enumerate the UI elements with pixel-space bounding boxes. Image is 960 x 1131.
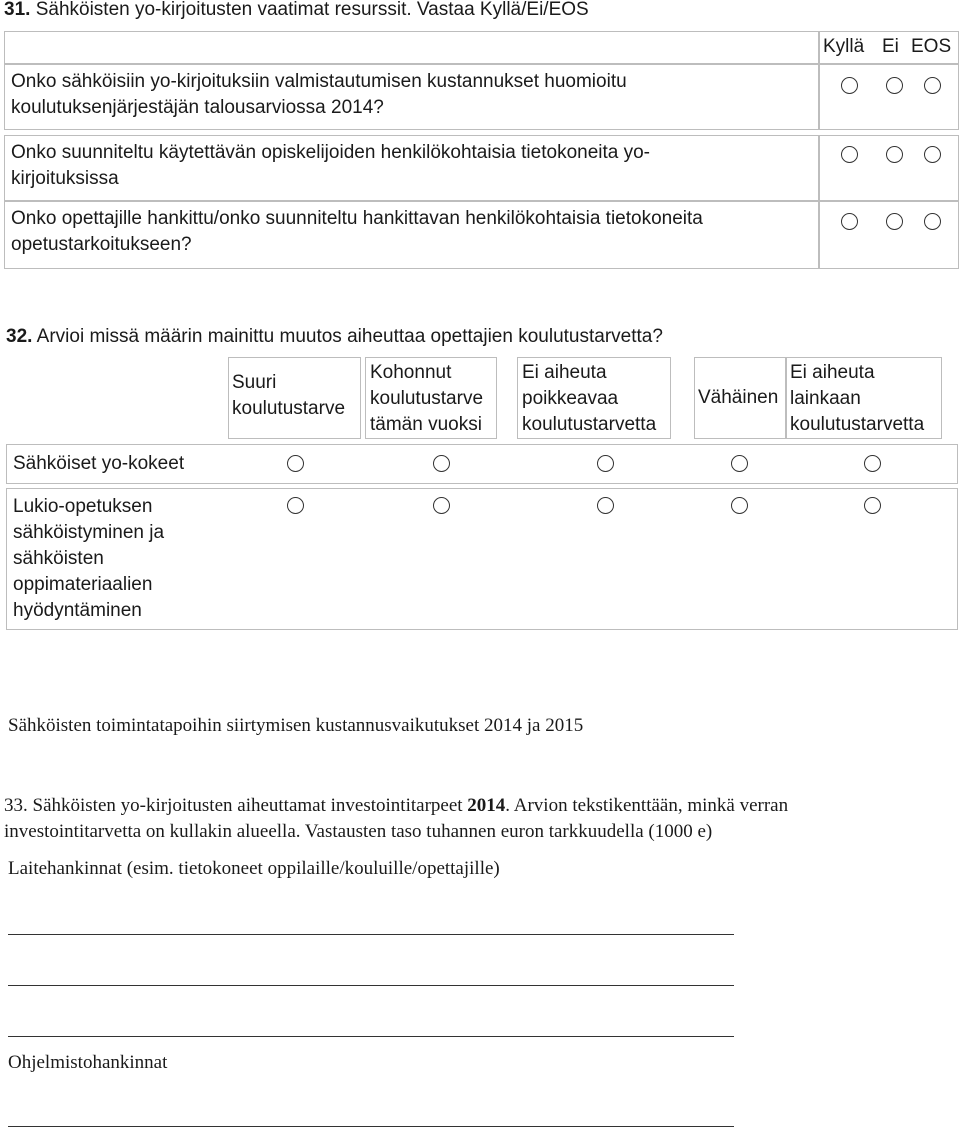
q31-row-3-text [5, 202, 818, 262]
q32-col-2-label [370, 360, 483, 438]
q32-col-1-l1: Suuri [232, 372, 277, 393]
q31-number: 31. [4, 0, 31, 20]
q31-row-3 [4, 201, 819, 269]
q33-title-part1: Sähköisten yo-kirjoitusten aiheuttamat investointitarpeet [32, 795, 463, 816]
q32-row-1 [6, 444, 958, 484]
q32-col-5-label [790, 360, 924, 438]
q32-col-5-l3: koulutustarvetta [790, 414, 925, 435]
q32-col-2-l1: Kohonnut [370, 362, 452, 383]
q32-row-2 [6, 488, 958, 630]
q31-row-3-kylla-radio[interactable] [841, 213, 858, 230]
q31-row-3-options [819, 201, 959, 269]
q33-field-1-input-line-1[interactable] [8, 934, 734, 935]
q31-row-1-text [5, 65, 818, 125]
q32-col-3-label [522, 360, 656, 438]
q32-col-4-label: Vähäinen [698, 387, 779, 408]
q31-title: Sähköisten yo-kirjoitusten vaatimat resurssit. Vastaa Kyllä/Ei/EOS [35, 0, 589, 20]
q31-row-2-ei-radio[interactable] [886, 146, 903, 163]
q32-row-2-line-2: sähköistyminen ja [13, 522, 165, 543]
q32-row-2-option-5[interactable] [864, 497, 881, 514]
q32-row-1-label: Sähköiset yo-kokeet [13, 453, 185, 474]
q31-row-3-ei-radio[interactable] [886, 213, 903, 230]
section-heading: Sähköisten toimintatapoihin siirtymisen kustannusvaikutukset 2014 ja 2015 [8, 715, 584, 736]
q31-row-1-line-1: Onko sähköisiin yo-kirjoituksiin valmistautumisen kustannukset huomioitu [11, 71, 627, 92]
q32-number: 32. [6, 326, 33, 347]
q32-col-5-l1: Ei aiheuta [790, 362, 875, 383]
q31-row-1-kylla-radio[interactable] [841, 77, 858, 94]
q31-row-1-line-2: koulutuksenjärjestäjän talousarviossa 2014? [11, 97, 384, 118]
q31-heading [4, 0, 589, 23]
q32-title: Arvioi missä määrin mainittu muutos aiheuttaa opettajien koulutustarvetta? [36, 326, 663, 347]
q32-row-1-option-3[interactable] [597, 455, 614, 472]
q31-row-2-eos-radio[interactable] [924, 146, 941, 163]
q31-row-2-line-2: kirjoituksissa [11, 168, 119, 189]
q31-row-3-eos-radio[interactable] [924, 213, 941, 230]
q32-heading [6, 324, 663, 350]
q32-row-2-line-5: hyödyntäminen [13, 600, 142, 621]
q31-row-1-options [819, 64, 959, 130]
q31-col-eos: EOS [911, 36, 952, 57]
q32-row-2-option-1[interactable] [287, 497, 304, 514]
q32-row-2-option-2[interactable] [433, 497, 450, 514]
q31-row-1-ei-radio[interactable] [886, 77, 903, 94]
q32-col-2-header [365, 357, 497, 439]
q33-field-1-input-line-3[interactable] [8, 1036, 734, 1037]
q31-row-3-line-1: Onko opettajille hankittu/onko suunniteltu hankittavan henkilökohtaisia tietokoneita [11, 208, 703, 229]
q32-col-5-header [786, 357, 942, 439]
q31-col-ei: Ei [882, 36, 899, 57]
q31-header-cell [819, 31, 959, 64]
q32-row-1-option-5[interactable] [864, 455, 881, 472]
q32-col-1-header [228, 357, 361, 439]
q32-row-1-option-1[interactable] [287, 455, 304, 472]
q32-row-2-line-4: oppimateriaalien [13, 574, 153, 595]
q31-row-2-text [5, 136, 818, 196]
q32-col-3-header [517, 357, 671, 439]
q33-title-part2: . Arvion tekstikenttään, minkä verran [505, 795, 789, 816]
q32-col-3-l2: poikkeavaa [522, 388, 619, 409]
q31-row-1-eos-radio[interactable] [924, 77, 941, 94]
q33-number: 33. [4, 795, 28, 816]
q32-row-1-option-4[interactable] [731, 455, 748, 472]
q33-field-2-label: Ohjelmistohankinnat [8, 1052, 168, 1073]
q32-row-2-option-3[interactable] [597, 497, 614, 514]
q31-col-kylla: Kyllä [823, 36, 865, 57]
q31-row-2-line-1: Onko suunniteltu käytettävän opiskelijoiden henkilökohtaisia tietokoneita yo- [11, 142, 651, 163]
q31-row-2-kylla-radio[interactable] [841, 146, 858, 163]
q32-col-2-l2: koulutustarve [370, 388, 484, 409]
q33-field-1-input-line-2[interactable] [8, 985, 734, 986]
q31-row-3-line-2: opetustarkoitukseen? [11, 234, 192, 255]
q31-row-2-options [819, 135, 959, 201]
q33-title-year: 2014 [467, 795, 506, 816]
q32-col-3-l1: Ei aiheuta [522, 362, 607, 383]
q33-heading [4, 793, 788, 845]
q32-row-2-label [13, 494, 164, 624]
q32-col-3-l3: koulutustarvetta [522, 414, 657, 435]
q32-row-2-line-1: Lukio-opetuksen [13, 496, 153, 517]
q33-field-1-label: Laitehankinnat (esim. tietokoneet oppilaille/kouluille/opettajille) [8, 858, 500, 879]
q32-row-1-option-2[interactable] [433, 455, 450, 472]
q32-col-2-l3: tämän vuoksi [370, 414, 482, 435]
q31-header-blank [4, 31, 819, 64]
q33-title-line2: investointitarvetta on kullakin alueella. Vastausten taso tuhannen euron tarkkuudella (1000 e) [4, 821, 713, 842]
q32-row-2-option-4[interactable] [731, 497, 748, 514]
q32-row-2-line-3: sähköisten [13, 548, 104, 569]
q31-row-2 [4, 135, 819, 201]
q32-col-5-l2: lainkaan [790, 388, 861, 409]
q33-field-2-input-line-1[interactable] [8, 1126, 734, 1127]
q31-row-1 [4, 64, 819, 130]
q32-col-1-label [232, 370, 345, 422]
q32-col-4-header [694, 357, 786, 439]
q32-col-1-l2: koulutustarve [232, 398, 346, 419]
